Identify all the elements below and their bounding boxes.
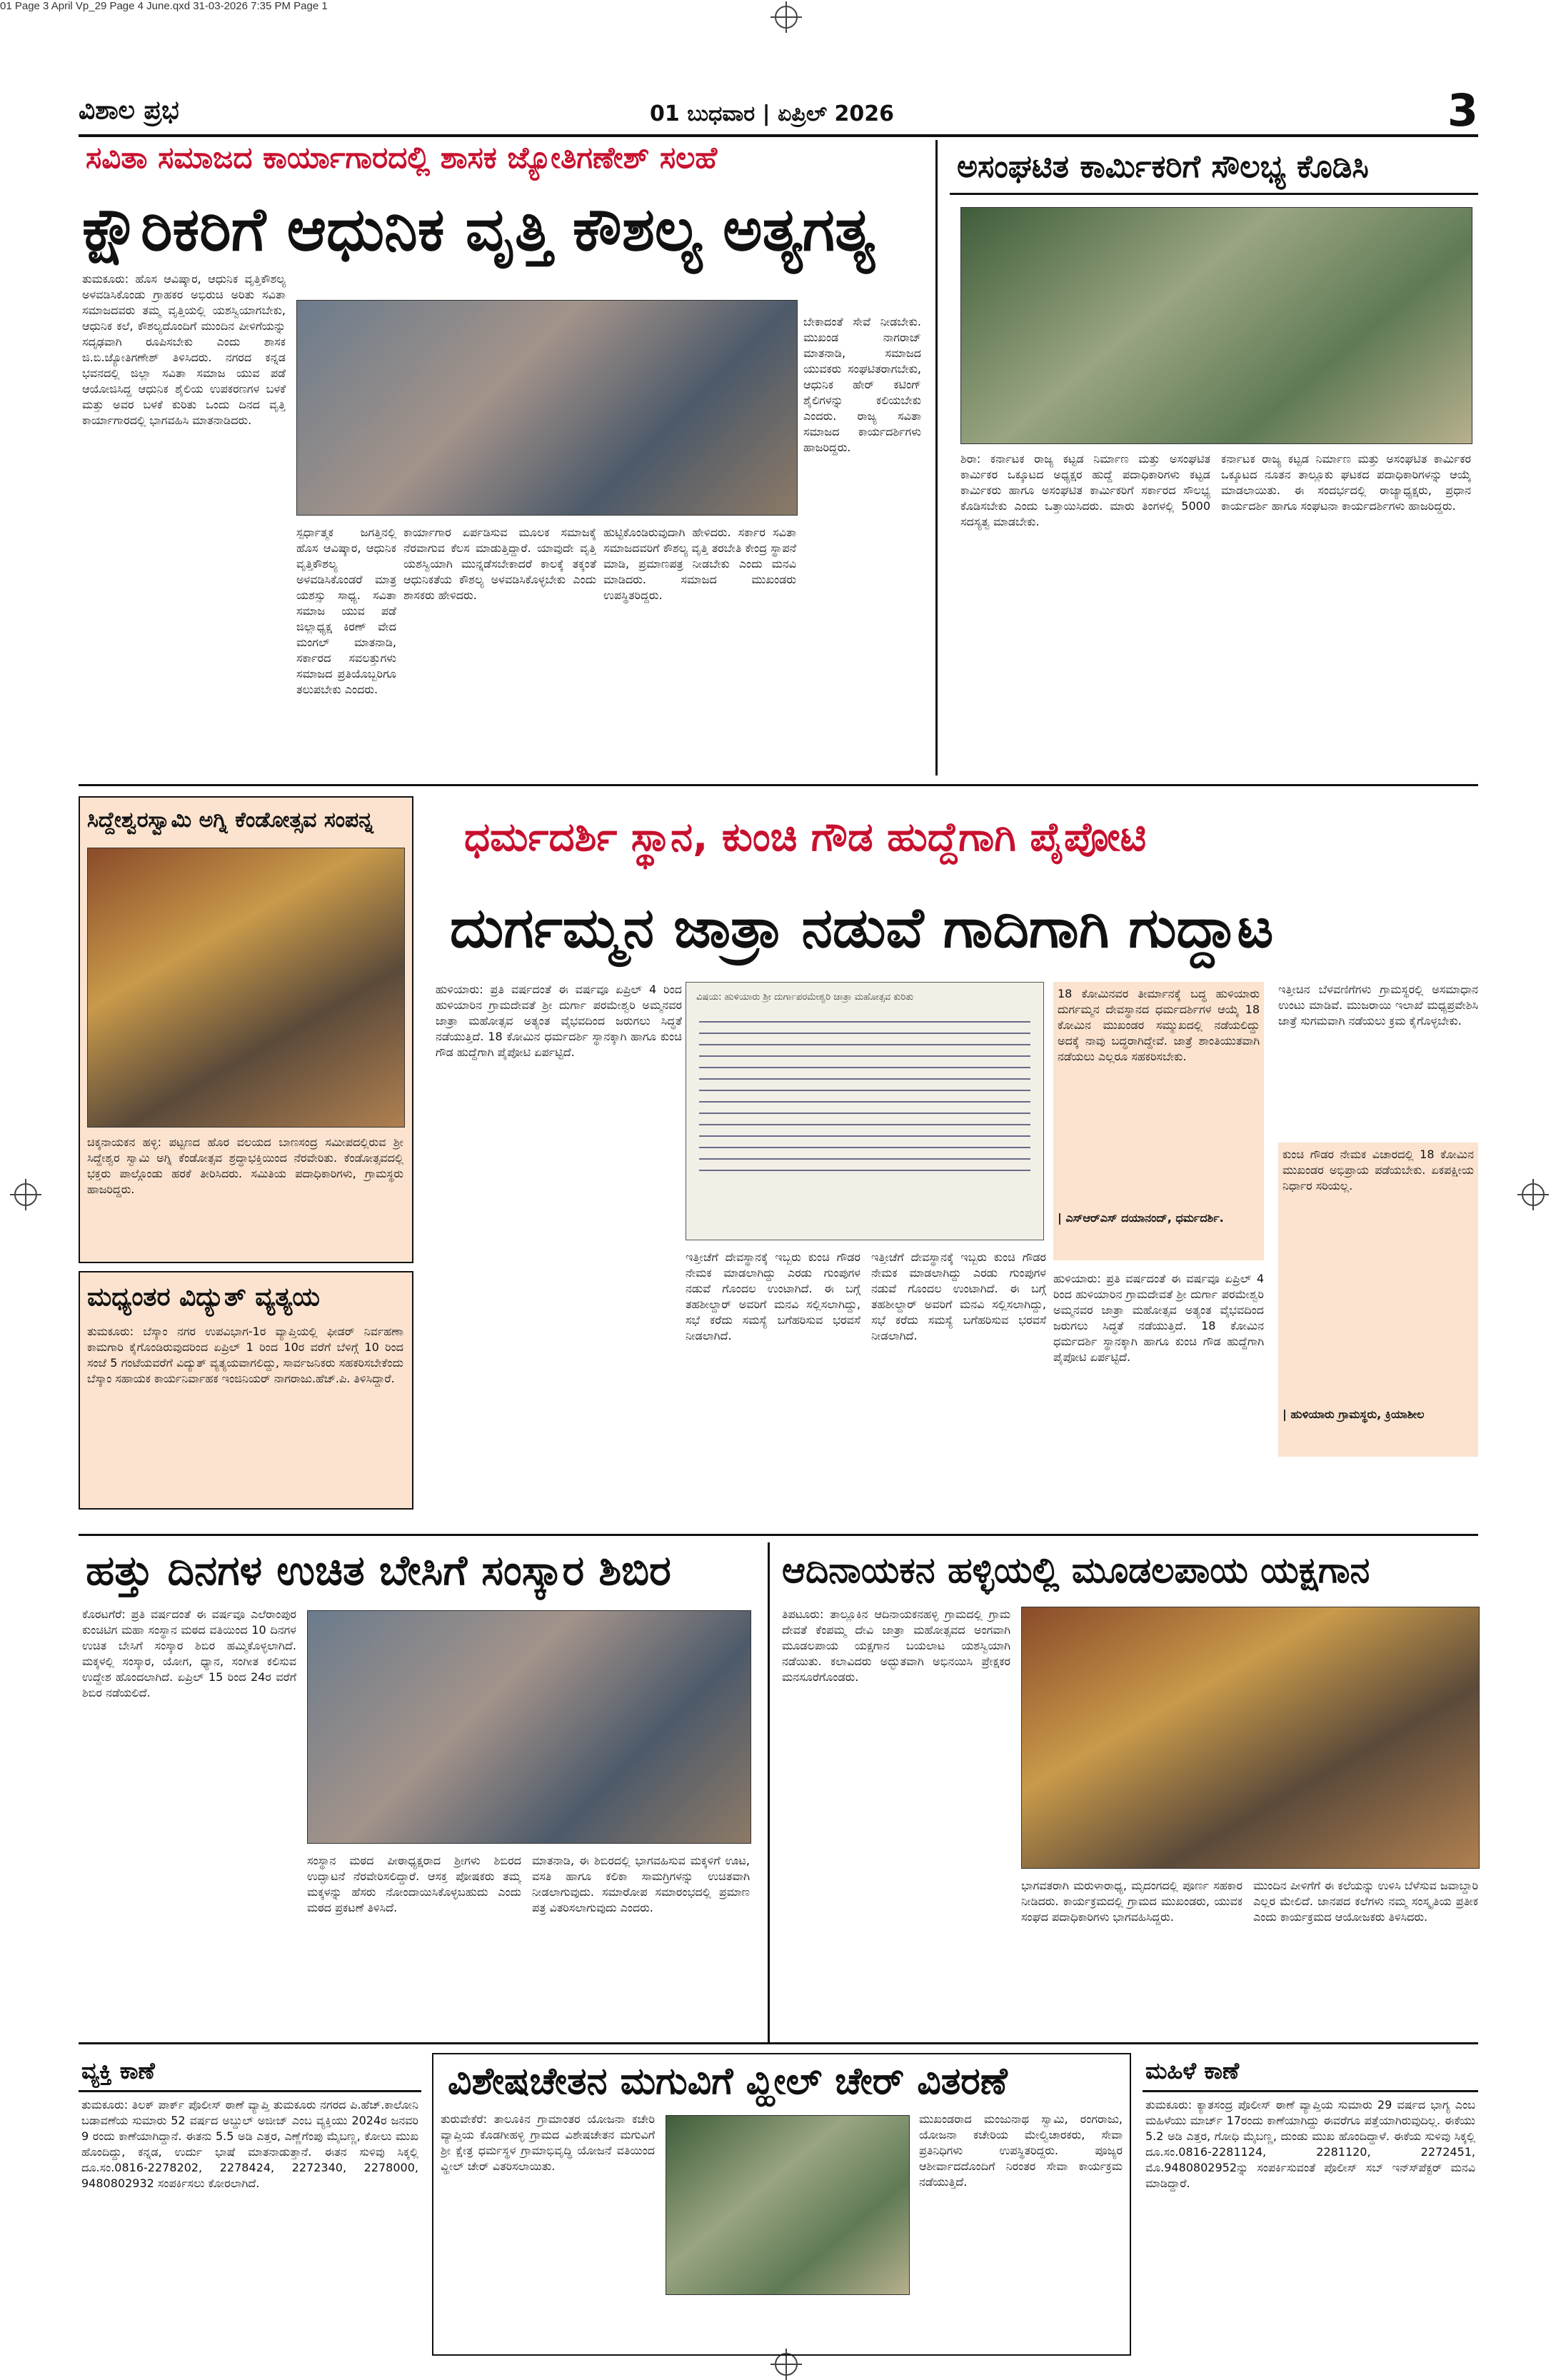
missing-man-box (79, 2053, 421, 2353)
wheelchair-photo (666, 2115, 910, 2295)
temple-document-photo (686, 982, 1044, 1240)
temple-quote2-box (1278, 1143, 1478, 1457)
savita-photo (296, 300, 798, 516)
missing-woman-body: ತುಮಕೂರು: ಕ್ಯಾತಸಂದ್ರ ಪೊಲೀಸ್ ಠಾಣೆ ವ್ಯಾಪ್ತಿಯ ಸುಮಾರು 29 ವರ್ಷದ ಭಾಗ್ಯ ಎಂಬ ಮಹಿಳೆಯು ಮಾರ್ಚ್ 17ರಂದು ಕಾಣೆಯಾಗಿದ್ದು ಈವರೆಗೂ ಪತ್ತೆಯಾಗಿರುವುದಿಲ್ಲ. ಈಕೆಯು 5.2 ಅಡಿ ಎತ್ತರ, ಗೋಧಿ ಮೈಬಣ್ಣ, ದುಂಡು ಮುಖ ಹೊಂದಿದ್ದಾಳೆ. ಈಕೆಯ ಸುಳಿವು ಸಿಕ್ಕಲ್ಲಿ ದೂ.ಸಂ.0816-2281124, 2281120, 2272451, ಮೊ.9480802952ನ್ನು ಸಂಪರ್ಕಿಸುವಂತೆ ಪೊಲೀಸ್ ಸಬ್ ಇನ್ಸ್‍ಪೆಕ್ಟರ್ ಮನವಿ ಮಾಡಿದ್ದಾರೆ. (1145, 2098, 1475, 2190)
camp-photo (307, 1610, 751, 1844)
savita-col3: ಕಾರ್ಯಾಗಾರ ಏರ್ಪಡಿಸುವ ಮೂಲಕ ಸಮಾಜಕ್ಕೆ ನೆರವಾಗುವ ಕೆಲಸ ಮಾಡುತ್ತಿದ್ದಾರೆ. ಯಾವುದೇ ವೃತ್ತಿ ಯಶಸ್ವಿಯಾಗಿ ಮುನ್ನಡೆಸಬೇಕಾದರೆ ಕಾಲಕ್ಕೆ ತಕ್ಕಂತೆ ಆಧುನಿಕತೆಯ ಕೌಶಲ್ಯ ಅಳವಡಿಸಿಕೊಳ್ಳಬೇಕು ಎಂದು ಶಾಸಕರು ಹೇಳಿದರು. (403, 526, 596, 602)
page-number: 3 (1447, 84, 1478, 136)
divider (79, 2042, 1478, 2044)
yakshagana-headline: ಆದಿನಾಯಕನ ಹಳ್ಳಿಯಲ್ಲಿ ಮೂಡಲಪಾಯ ಯಕ್ಷಗಾನ (782, 1550, 1370, 1591)
savita-col4: ಹುಟ್ಟಿಕೊಂಡಿರುವುದಾಗಿ ಹೇಳಿದರು. ಸರ್ಕಾರ ಸವಿತಾ ಸಮಾಜದವರಿಗೆ ಕೌಶಲ್ಯ ವೃತ್ತಿ ತರಬೇತಿ ಕೇಂದ್ರ ಸ್ಥಾಪನೆ ಮಾಡಿ, ಪ್ರಮಾಣಪತ್ರ ನೀಡಬೇಕು ಎಂದು ಮನವಿ ಮಾಡಿದರು. ಸಮಾಜದ ಮುಖಂಡರು ಉಪಸ್ಥಿತರಿದ್ದರು. (603, 526, 796, 602)
registration-mark-icon (775, 6, 798, 29)
camp-col2: ಸಂಸ್ಥಾನ ಮಠದ ಪೀಠಾಧ್ಯಕ್ಷರಾದ ಶ್ರೀಗಳು ಶಿಬಿರದ ಉದ್ಘಾಟನೆ ನೆರವೇರಿಸಲಿದ್ದಾರೆ. ಆಸಕ್ತ ಪೋಷಕರು ತಮ್ಮ ಮಕ್ಕಳನ್ನು ಹೆಸರು ನೋಂದಾಯಿಸಿಕೊಳ್ಳಬಹುದು ಎಂದು ಮಠದ ಪ್ರಕಟಣೆ ತಿಳಿಸಿದೆ. (307, 1854, 521, 1914)
yakshagana-photo (1021, 1607, 1480, 1869)
temple-col3: 18 ಕೋಮಿನವರ ತೀರ್ಮಾನಕ್ಕೆ ಬದ್ಧ ಹುಳಿಯಾರು ದುರ್ಗಮ್ಮನ ದೇವಸ್ಥಾನದ ಧರ್ಮದರ್ಶಿಗಳ ಆಯ್ಕೆ 18 ಕೋಮಿನ ಮುಖಂಡರ ಸಮ್ಮುಖದಲ್ಲಿ ನಡೆಯಲಿದ್ದು ಅದಕ್ಕೆ ನಾವು ಬದ್ಧರಾಗಿದ್ದೇವೆ. ಜಾತ್ರೆ ಶಾಂತಿಯುತವಾಗಿ ನಡೆಯಲು ಎಲ್ಲರೂ ಸಹಕರಿಸಬೇಕು. (1058, 987, 1260, 1063)
power-headline: ಮಧ್ಯಂತರ ವಿದ್ಯುತ್ ವ್ಯತ್ಯಯ (87, 1282, 320, 1312)
yakshagana-col2: ಭಾಗವತರಾಗಿ ಮರುಳಾರಾಧ್ಯ, ಮೃದಂಗದಲ್ಲಿ ಪೂರ್ಣ ಸಹಕಾರ ನೀಡಿದರು. ಕಾರ್ಯಕ್ರಮದಲ್ಲಿ ಗ್ರಾಮದ ಮುಖಂಡರು, ಯುವಕ ಸಂಘದ ಪದಾಧಿಕಾರಿಗಳು ಭಾಗವಹಿಸಿದ್ದರು. (1021, 1879, 1243, 1924)
yakshagana-col3: ಮುಂದಿನ ಪೀಳಿಗೆಗೆ ಈ ಕಲೆಯನ್ನು ಉಳಿಸಿ ಬೆಳೆಸುವ ಜವಾಬ್ದಾರಿ ಎಲ್ಲರ ಮೇಲಿದೆ. ಜಾನಪದ ಕಲೆಗಳು ನಮ್ಮ ಸಂಸ್ಕೃತಿಯ ಪ್ರತೀಕ ಎಂದು ಕಾರ್ಯಕ್ರಮದ ಆಯೋಜಕರು ತಿಳಿಸಿದರು. (1253, 1879, 1478, 1924)
siddeshwara-headline: ಸಿದ್ದೇಶ್ವರಸ್ವಾಮಿ ಅಗ್ನಿ ಕೆಂಡೋತ್ಸವ ಸಂಪನ್ನ (87, 808, 373, 833)
newspaper-logo: ವಿಶಾಲ ಪ್ರಭ (79, 96, 179, 125)
siddeshwara-box (79, 796, 413, 1263)
registration-mark-icon (1522, 1183, 1545, 1206)
savita-col1: ತುಮಕೂರು: ಹೊಸ ಆವಿಷ್ಕಾರ, ಆಧುನಿಕ ವೃತ್ತಿಕೌಶಲ್ಯ ಅಳವಡಿಸಿಕೊಂಡು ಗ್ರಾಹಕರ ಅಭಿರುಚಿ ಅರಿತು ಸವಿತಾ ಸಮಾಜದವರು ತಮ್ಮ ವೃತ್ತಿಯಲ್ಲಿ ಯಶಸ್ವಿಯಾಗಬೇಕು, ಆಧುನಿಕ ಕಲೆ, ಕೌಶಲ್ಯದೊಂದಿಗೆ ಮುಂದಿನ ಪೀಳಿಗೆಯನ್ನು ಸದೃಢವಾಗಿ ರೂಪಿಸಬೇಕು ಎಂದು ಶಾಸಕ ಜಿ.ಬಿ.ಜ್ಯೋತಿಗಣೇಶ್ ತಿಳಿಸಿದರು. ನಗರದ ಕನ್ನಡ ಭವನದಲ್ಲಿ ಜಿಲ್ಲಾ ಸವಿತಾ ಸಮಾಜ ಯುವ ಪಡೆ ಆಯೋಜಿಸಿದ್ದ ಆಧುನಿಕ ಶೈಲಿಯ ಉಪಕರಣಗಳ ಬಳಕೆ ಮತ್ತು ಅವರ ಬಳಕೆ ಕುರಿತು ಒಂದು ದಿನದ ವೃತ್ತಿ ಕಾರ್ಯಾಗಾರದಲ್ಲಿ ಭಾಗವಹಿಸಿ ಮಾತನಾಡಿದರು. (82, 272, 286, 427)
divider (79, 1534, 1478, 1536)
missing-woman-box (1143, 2053, 1478, 2353)
print-slug: 01 Page 3 April Vp_29 Page 4 June.qxd 31-03-2026 7:35 PM Page 1 (0, 0, 328, 12)
temple-headline: ದುರ್ಗಮ್ಮನ ಜಾತ್ರಾ ನಡುವೆ ಗಾದಿಗಾಗಿ ಗುದ್ದಾಟ (450, 896, 1274, 960)
savita-col2: ಸ್ಪರ್ಧಾತ್ಮಕ ಜಗತ್ತಿನಲ್ಲಿ ಹೊಸ ಆವಿಷ್ಕಾರ, ಆಧುನಿಕ ವೃತ್ತಿಕೌಶಲ್ಯ ಅಳವಡಿಸಿಕೊಂಡರೆ ಮಾತ್ರ ಯಶಸ್ಸು ಸಾಧ್ಯ. ಸವಿತಾ ಸಮಾಜ ಯುವ ಪಡೆ ಜಿಲ್ಲಾಧ್ಯಕ್ಷ ಕಿರಣ್ ವೇದ ಮಂಗಲ್ ಮಾತನಾಡಿ, ಸರ್ಕಾರದ ಸವಲತ್ತುಗಳು ಸಮಾಜದ ಪ್ರತಿಯೊಬ್ಬರಿಗೂ ತಲುಪಬೇಕು ಎಂದರು. (296, 526, 396, 696)
camp-col1: ಕೊರಟಗೆರೆ: ಪ್ರತಿ ವರ್ಷದಂತೆ ಈ ವರ್ಷವೂ ಎಲೆರಾಂಪುರ ಕುಂಚಿಟಿಗ ಮಹಾ ಸಂಸ್ಥಾನ ಮಠದ ವತಿಯಿಂದ 10 ದಿನಗಳ ಉಚಿತ ಬೇಸಿಗೆ ಸಂಸ್ಕಾರ ಶಿಬಿರ ಹಮ್ಮಿಕೊಳ್ಳಲಾಗಿದೆ. ಮಕ್ಕಳಲ್ಲಿ ಸಂಸ್ಕಾರ, ಯೋಗ, ಧ್ಯಾನ, ಸಂಗೀತ ಕಲಿಸುವ ಉದ್ದೇಶ ಹೊಂದಲಾಗಿದೆ. ಏಪ್ರಿಲ್ 15 ರಿಂದ 24ರ ವರೆಗೆ ಶಿಬಿರ ನಡೆಯಲಿದೆ. (82, 1607, 296, 1699)
savita-kicker: ಸವಿತಾ ಸಮಾಜದ ಕಾರ್ಯಾಗಾರದಲ್ಲಿ ಶಾಸಕ ಜ್ಯೋತಿಗಣೇಶ್ ಸಲಹೆ (86, 140, 718, 175)
temple-col2b: ಇತ್ತೀಚೆಗೆ ದೇವಸ್ಥಾನಕ್ಕೆ ಇಬ್ಬರು ಕುಂಚಿ ಗೌಡರ ನೇಮಕ ಮಾಡಲಾಗಿದ್ದು ಎರಡು ಗುಂಪುಗಳ ನಡುವೆ ಗೊಂದಲ ಉಂಟಾಗಿದೆ. ಈ ಬಗ್ಗೆ ತಹಶೀಲ್ದಾರ್ ಅವರಿಗೆ ಮನವಿ ಸಲ್ಲಿಸಲಾಗಿದ್ದು, ಸಭೆ ಕರೆದು ಸಮಸ್ಯೆ ಬಗೆಹರಿಸುವ ಭರವಸೆ ನೀಡಲಾಗಿದೆ. (871, 1250, 1046, 1342)
missing-man-body: ತುಮಕೂರು: ತಿಲಕ್ ಪಾರ್ಕ್ ಪೊಲೀಸ್ ಠಾಣೆ ವ್ಯಾಪ್ತಿ ತುಮಕೂರು ನಗರದ ಪಿ.ಹೆಚ್.ಕಾಲೋನಿ ಬಡಾವಣೆಯ ಸುಮಾರು 52 ವರ್ಷದ ಅಬ್ದುಲ್ ಅಜೀಜ್ ಎಂಬ ವ್ಯಕ್ತಿಯು 2024ರ ಜನವರಿ 9 ರಂದು ಕಾಣೆಯಾಗಿದ್ದಾನೆ. ಈತನು 5.5 ಅಡಿ ಎತ್ತರ, ಎಣ್ಣೆಗೆಂಪು ಮೈಬಣ್ಣ, ಕೋಲು ಮುಖ ಹೊಂದಿದ್ದು, ಕನ್ನಡ, ಉರ್ದು ಭಾಷೆ ಮಾತನಾಡುತ್ತಾನೆ. ಈತನ ಸುಳಿವು ಸಿಕ್ಕಲ್ಲಿ ದೂ.ಸಂ.0816-2278202, 2278424, 2272340, 2278000, 9480802932 ಸಂಪರ್ಕಿಸಲು ಕೋರಲಾಗಿದೆ. (81, 2098, 418, 2190)
savita-headline: ಕ್ಷೌರಿಕರಿಗೆ ಆಧುನಿಕ ವೃತ್ತಿ ಕೌಶಲ್ಯ ಅತ್ಯಗತ್ಯ (82, 194, 875, 264)
temple-col3-sign: | ಎಸ್‍ಆರ್‍ಎಸ್ ದಯಾನಂದ್, ಧರ್ಮದರ್ಶಿ. (1058, 1211, 1224, 1225)
temple-col5: ಹುಳಿಯಾರು: ಪ್ರತಿ ವರ್ಷದಂತೆ ಈ ವರ್ಷವೂ ಏಪ್ರಿಲ್ 4 ರಿಂದ ಹುಳಿಯಾರಿನ ಗ್ರಾಮದೇವತೆ ಶ್ರೀ ದುರ್ಗಾ ಪರಮೇಶ್ವರಿ ಅಮ್ಮನವರ ಜಾತ್ರಾ ಮಹೋತ್ಸವ ಅತ್ಯಂತ ವೈಭವದಿಂದ ಜರುಗಲು ಸಿದ್ಧತೆ ನಡೆಯುತ್ತಿದೆ. 18 ಕೋಮಿನ ಧರ್ಮದರ್ಶಿ ಸ್ಥಾನಕ್ಕಾಗಿ ಹಾಗೂ ಕುಂಚಿ ಗೌಡ ಹುದ್ದೆಗಾಗಿ ಪೈಪೋಟಿ ಏರ್ಪಟ್ಟಿದೆ. (1053, 1272, 1264, 1364)
column-rule (935, 140, 938, 775)
workers-col1: ಶಿರಾ: ಕರ್ನಾಟಕ ರಾಜ್ಯ ಕಟ್ಟಡ ನಿರ್ಮಾಣ ಮತ್ತು ಅಸಂಘಟಿತ ಕಾರ್ಮಿಕರ ಒಕ್ಕೂಟದ ಅಧ್ಯಕ್ಷರ ಹುದ್ದೆ ಪದಾಧಿಕಾರಿಗಳು ಕಟ್ಟಡ ಕಾರ್ಮಿಕರು ಹಾಗೂ ಅಸಂಘಟಿತ ಕಾರ್ಮಿಕರಿಗೆ ಸರ್ಕಾರದ ಸೌಲಭ್ಯ ಕೊಡಿಸಬೇಕು ಎಂದು ಒತ್ತಾಯಿಸಿದರು. ಮಾರು ತಿಂಗಳಲ್ಲಿ 5000 ಸದಸ್ಯತ್ವ ಮಾಡಬೇಕು. (960, 452, 1210, 528)
power-box (79, 1271, 413, 1510)
registration-mark-icon (775, 2353, 798, 2376)
temple-col4: ಇತ್ತೀಚಿನ ಬೆಳವಣಿಗೆಗಳು ಗ್ರಾಮಸ್ಥರಲ್ಲಿ ಅಸಮಾಧಾನ ಉಂಟು ಮಾಡಿವೆ. ಮುಜರಾಯಿ ಇಲಾಖೆ ಮಧ್ಯಪ್ರವೇಶಿಸಿ ಜಾತ್ರೆ ಸುಗಮವಾಗಿ ನಡೆಯಲು ಕ್ರಮ ಕೈಗೊಳ್ಳಬೇಕು. (1278, 983, 1478, 1028)
temple-quote-box (1053, 982, 1264, 1260)
temple-kicker: ಧರ್ಮದರ್ಶಿ ಸ್ಥಾನ, ಕುಂಚಿ ಗೌಡ ಹುದ್ದೆಗಾಗಿ ಪೈಪೋಟಿ (464, 814, 1147, 860)
yakshagana-col1: ತಿಪಟೂರು: ತಾಲ್ಲೂಕಿನ ಆದಿನಾಯಕನಹಳ್ಳಿ ಗ್ರಾಮದಲ್ಲಿ ಗ್ರಾಮ ದೇವತೆ ಕೆಂಪಮ್ಮ ದೇವಿ ಜಾತ್ರಾ ಮಹೋತ್ಸವದ ಅಂಗವಾಗಿ ಮೂಡಲಪಾಯ ಯಕ್ಷಗಾನ ಬಯಲಾಟ ಯಶಸ್ವಿಯಾಗಿ ನಡೆಯಿತು. ಕಲಾವಿದರು ಅದ್ಭುತವಾಗಿ ಅಭಿನಯಿಸಿ ಪ್ರೇಕ್ಷಕರ ಮನಸೂರೆಗೊಂಡರು. (782, 1607, 1010, 1684)
missing-woman-headline: ಮಹಿಳೆ ಕಾಣೆ (1145, 2057, 1240, 2084)
masthead (79, 84, 1478, 137)
temple-quote2: ಕುಂಚಿ ಗೌಡರ ನೇಮಕ ವಿಚಾರದಲ್ಲಿ 18 ಕೋಮಿನ ಮುಖಂಡರ ಅಭಿಪ್ರಾಯ ಪಡೆಯಬೇಕು. ಏಕಪಕ್ಷೀಯ ನಿರ್ಧಾರ ಸರಿಯಲ್ಲ. (1283, 1148, 1474, 1192)
workers-photo (960, 207, 1472, 444)
power-body: ತುಮಕೂರು: ಬೆಸ್ಕಾಂ ನಗರ ಉಪವಿಭಾಗ-1ರ ವ್ಯಾಪ್ತಿಯಲ್ಲಿ ಫೀಡರ್ ನಿರ್ವಹಣಾ ಕಾಮಗಾರಿ ಕೈಗೊಂಡಿರುವುದರಿಂದ ಏಪ್ರಿಲ್ 1 ರಿಂದ 10ರ ವರೆಗೆ ಬೆಳಿಗ್ಗೆ 10 ರಿಂದ ಸಂಜೆ 5 ಗಂಟೆಯವರೆಗೆ ವಿದ್ಯುತ್ ವ್ಯತ್ಯಯವಾಗಲಿದ್ದು, ಸಾರ್ವಜನಿಕರು ಸಹಕರಿಸಬೇಕೆಂದು ಬೆಸ್ಕಾಂ ಸಹಾಯಕ ಕಾರ್ಯನಿರ್ವಾಹಕ ಇಂಜಿನಿಯರ್ ನಾಗರಾಜು.ಹೆಚ್.ಪಿ. ತಿಳಿಸಿದ್ದಾರೆ. (87, 1325, 403, 1385)
divider (1143, 2090, 1478, 2092)
issue-date: 01 ಬುಧವಾರ | ಏಪ್ರಿಲ್ 2026 (650, 101, 894, 126)
temple-col1: ಹುಳಿಯಾರು: ಪ್ರತಿ ವರ್ಷದಂತೆ ಈ ವರ್ಷವೂ ಏಪ್ರಿಲ್ 4 ರಿಂದ ಹುಳಿಯಾರಿನ ಗ್ರಾಮದೇವತೆ ಶ್ರೀ ದುರ್ಗಾ ಪರಮೇಶ್ವರಿ ಅಮ್ಮನವರ ಜಾತ್ರಾ ಮಹೋತ್ಸವ ಅತ್ಯಂತ ವೈಭವದಿಂದ ಜರುಗಲು ಸಿದ್ಧತೆ ನಡೆಯುತ್ತಿದೆ. 18 ಕೋಮಿನ ಧರ್ಮದರ್ಶಿ ಸ್ಥಾನಕ್ಕಾಗಿ ಹಾಗೂ ಕುಂಚಿ ಗೌಡ ಹುದ್ದೆಗಾಗಿ ಪೈಪೋಟಿ ಏರ್ಪಟ್ಟಿದೆ. (436, 983, 682, 1059)
missing-man-headline: ವ್ಯಕ್ತಿ ಕಾಣೆ (81, 2057, 155, 2084)
workers-col2: ಕರ್ನಾಟಕ ರಾಜ್ಯ ಕಟ್ಟಡ ನಿರ್ಮಾಣ ಮತ್ತು ಅಸಂಘಟಿತ ಕಾರ್ಮಿಕರ ಒಕ್ಕೂಟದ ನೂತನ ತಾಲ್ಲೂಕು ಘಟಕದ ಪದಾಧಿಕಾರಿಗಳನ್ನು ಆಯ್ಕೆ ಮಾಡಲಾಯಿತು. ಈ ಸಂದರ್ಭದಲ್ಲಿ ರಾಜ್ಯಾಧ್ಯಕ್ಷರು, ಪ್ರಧಾನ ಕಾರ್ಯದರ್ಶಿ ಹಾಗೂ ಸಂಘಟನಾ ಕಾರ್ಯದರ್ಶಿಗಳು ಹಾಜರಿದ್ದರು. (1221, 452, 1471, 513)
divider (79, 784, 1478, 786)
workers-headline: ಅಸಂಘಟಿತ ಕಾರ್ಮಿಕರಿಗೆ ಸೌಲಭ್ಯ ಕೊಡಿಸಿ (957, 149, 1369, 185)
divider (79, 2090, 421, 2092)
registration-mark-icon (14, 1183, 37, 1206)
wheelchair-col1: ತುರುವೇಕೆರೆ: ತಾಲೂಕಿನ ಗ್ರಾಮಾಂತರ ಯೋಜನಾ ಕಚೇರಿ ವ್ಯಾಪ್ತಿಯ ಕೊಡಗೀಹಳ್ಳಿ ಗ್ರಾಮದ ವಿಶೇಷಚೇತನ ಮಗುವಿಗೆ ಶ್ರೀ ಕ್ಷೇತ್ರ ಧರ್ಮಸ್ಥಳ ಗ್ರಾಮಾಭಿವೃದ್ಧಿ ಯೋಜನೆ ವತಿಯಿಂದ ವ್ಹೀಲ್ ಚೇರ್ ವಿತರಿಸಲಾಯಿತು. (441, 2112, 655, 2173)
camp-col3: ಮಾತನಾಡಿ, ಈ ಶಿಬಿರದಲ್ಲಿ ಭಾಗವಹಿಸುವ ಮಕ್ಕಳಿಗೆ ಊಟ, ವಸತಿ ಹಾಗೂ ಕಲಿಕಾ ಸಾಮಗ್ರಿಗಳನ್ನು ಉಚಿತವಾಗಿ ನೀಡಲಾಗುವುದು. ಸಮಾರೋಪ ಸಮಾರಂಭದಲ್ಲಿ ಪ್ರಮಾಣ ಪತ್ರ ವಿತರಿಸಲಾಗುವುದು ಎಂದರು. (532, 1854, 750, 1914)
savita-col5: ಬೇಕಾದಂತೆ ಸೇವೆ ನೀಡಬೇಕು. ಮುಖಂಡ ನಾಗರಾಜ್ ಮಾತನಾಡಿ, ಸಮಾಜದ ಯುವಕರು ಸಂಘಟಿತರಾಗಬೇಕು, ಆಧುನಿಕ ಹೇರ್ ಕಟಿಂಗ್ ಶೈಲಿಗಳನ್ನು ಕಲಿಯಬೇಕು ಎಂದರು. ರಾಜ್ಯ ಸವಿತಾ ಸಮಾಜದ ಕಾರ್ಯದರ್ಶಿಗಳು ಹಾಜರಿದ್ದರು. (803, 315, 921, 454)
siddeshwara-photo (87, 848, 405, 1128)
document-caption: ವಿಷಯ: ಹುಳಿಯಾರು ಶ್ರೀ ದುರ್ಗಾಪರಮೇಶ್ವರಿ ಜಾತ್ರಾ ಮಹೋತ್ಸವ ಕುರಿತು (696, 992, 914, 1003)
column-rule (768, 1542, 770, 2042)
divider (950, 193, 1478, 195)
temple-quote2-sign: | ಹುಳಿಯಾರು ಗ್ರಾಮಸ್ಥರು, ಕ್ರಿಯಾಶೀಲ (1283, 1407, 1425, 1421)
siddeshwara-body: ಚಿಕ್ಕನಾಯಕನ ಹಳ್ಳಿ: ಪಟ್ಟಣದ ಹೊರ ವಲಯದ ಬಾಣಸಂದ್ರ ಸಮೀಪದಲ್ಲಿರುವ ಶ್ರೀ ಸಿದ್ದೇಶ್ವರ ಸ್ವಾಮಿ ಅಗ್ನಿ ಕೆಂಡೋತ್ಸವ ಶ್ರದ್ಧಾಭಕ್ತಿಯಿಂದ ನೆರವೇರಿತು. ಕೆಂಡೋತ್ಸವದಲ್ಲಿ ಭಕ್ತರು ಪಾಲ್ಗೊಂಡು ಹರಕೆ ತೀರಿಸಿದರು. ಸಮಿತಿಯ ಪದಾಧಿಕಾರಿಗಳು, ಗ್ರಾಮಸ್ಥರು ಹಾಜರಿದ್ದರು. (87, 1135, 403, 1196)
camp-headline: ಹತ್ತು ದಿನಗಳ ಉಚಿತ ಬೇಸಿಗೆ ಸಂಸ್ಕಾರ ಶಿಬಿರ (86, 1546, 671, 1595)
temple-col2: ಇತ್ತೀಚೆಗೆ ದೇವಸ್ಥಾನಕ್ಕೆ ಇಬ್ಬರು ಕುಂಚಿ ಗೌಡರ ನೇಮಕ ಮಾಡಲಾಗಿದ್ದು ಎರಡು ಗುಂಪುಗಳ ನಡುವೆ ಗೊಂದಲ ಉಂಟಾಗಿದೆ. ಈ ಬಗ್ಗೆ ತಹಶೀಲ್ದಾರ್ ಅವರಿಗೆ ಮನವಿ ಸಲ್ಲಿಸಲಾಗಿದ್ದು, ಸಭೆ ಕರೆದು ಸಮಸ್ಯೆ ಬಗೆಹರಿಸುವ ಭರವಸೆ ನೀಡಲಾಗಿದೆ. (686, 1250, 860, 1342)
wheelchair-headline: ವಿಶೇಷಚೇತನ ಮಗುವಿಗೆ ವ್ಹೀಲ್ ಚೇರ್ ವಿತರಣೆ (448, 2060, 1008, 2103)
wheelchair-col2: ಮುಖಂಡರಾದ ಮಂಜುನಾಥ ಸ್ವಾಮಿ, ರಂಗರಾಜು, ಯೋಜನಾ ಕಚೇರಿಯ ಮೇಲ್ವಿಚಾರಕರು, ಸೇವಾ ಪ್ರತಿನಿಧಿಗಳು ಉಪಸ್ಥಿತರಿದ್ದರು. ಪೂಜ್ಯರ ಆಶೀರ್ವಾದದೊಂದಿಗೆ ನಿರಂತರ ಸೇವಾ ಕಾರ್ಯಕ್ರಮ ನಡೆಯುತ್ತಿದೆ. (919, 2112, 1123, 2189)
wheelchair-box (432, 2053, 1131, 2356)
